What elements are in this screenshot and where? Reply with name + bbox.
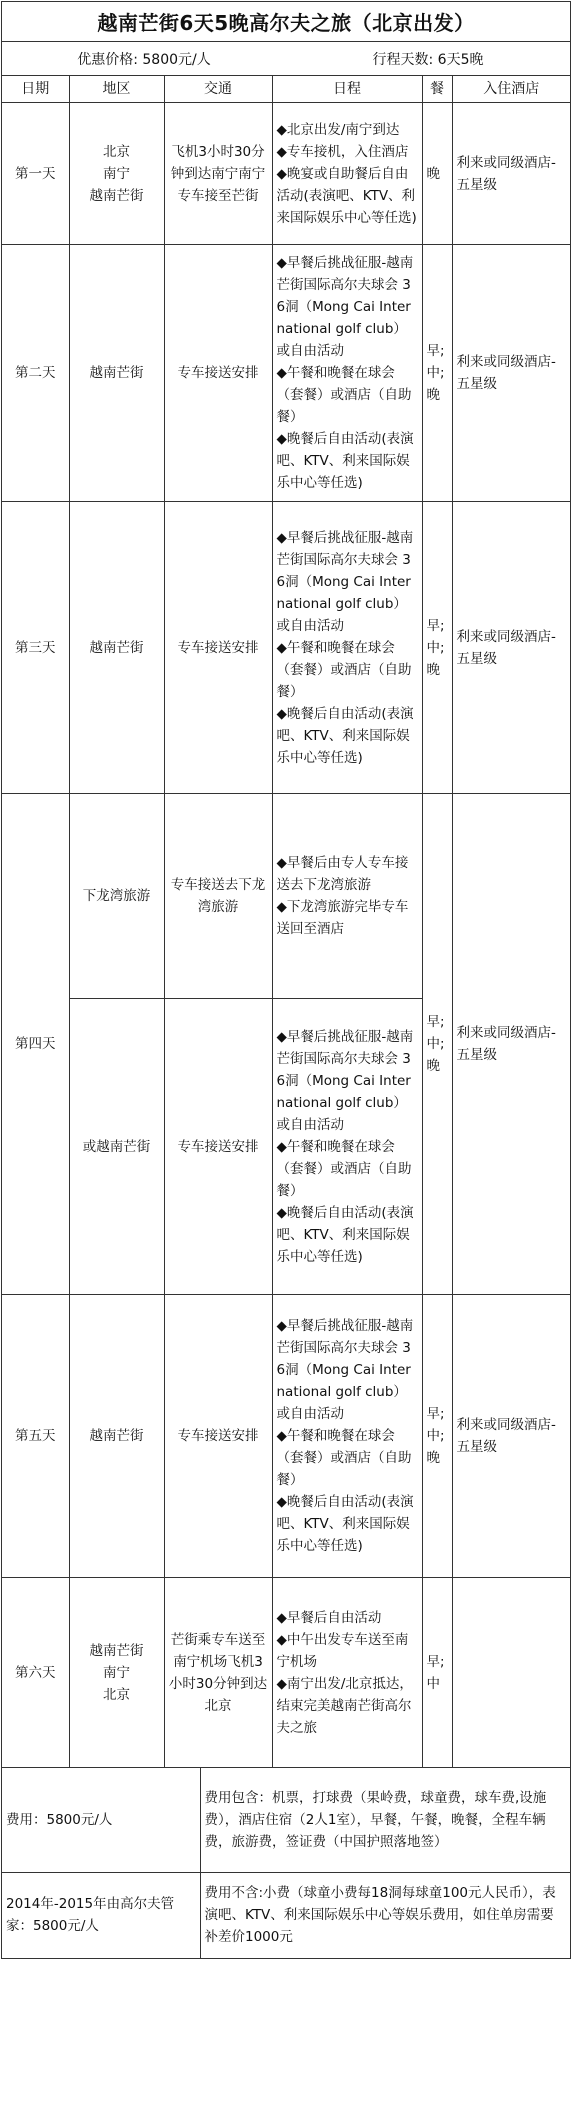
schedule-cell: ◆北京出发/南宁到达 ◆专车接机，入住酒店 ◆晚宴或自助餐后自由活动(表演吧、KTV、利来国际娱乐中心等任选) <box>272 103 422 245</box>
manager-label: 2014年-2015年由高尔夫管家：5800元/人 <box>2 1872 200 1958</box>
col-header-transport: 交通 <box>164 76 272 103</box>
col-header-meal: 餐 <box>422 76 452 103</box>
meta-row <box>2 42 570 76</box>
region-cell: 越南芒街 <box>69 245 164 502</box>
day-cell: 第二天 <box>2 245 69 502</box>
region-cell: 下龙湾旅游 <box>69 794 164 999</box>
table-header-row <box>2 76 570 103</box>
col-header-date: 日期 <box>2 76 69 103</box>
duration-label: 行程天数: 6天5晚 <box>372 51 484 68</box>
meal-cell: 早;中 <box>422 1578 452 1768</box>
price-label: 优惠价格: 5800元/人 <box>77 51 211 68</box>
meal-cell: 晚 <box>422 103 452 245</box>
schedule-cell: ◆早餐后挑战征服-越南芒街国际高尔夫球会 36洞（Mong Cai International golf club）或自由活动 ◆午餐和晚餐在球会（套餐）或酒店（自助餐） ◆晚餐后自由活动(表演吧、KTV、利来国际娱乐中心等任选) <box>272 999 422 1295</box>
col-header-schedule: 日程 <box>272 76 422 103</box>
hotel-cell: 利来或同级酒店-五星级 <box>452 794 570 1295</box>
table-row <box>2 502 570 794</box>
transport-cell: 飞机3小时30分钟到达南宁南宁专车接至芒街 <box>164 103 272 245</box>
day-cell: 第三天 <box>2 502 69 794</box>
region-cell: 越南芒街 南宁 北京 <box>69 1578 164 1768</box>
transport-cell: 专车接送去下龙湾旅游 <box>164 794 272 999</box>
schedule-cell: ◆早餐后自由活动 ◆中午出发专车送至南宁机场 ◆南宁出发/北京抵达，结束完美越南芒街高尔夫之旅 <box>272 1578 422 1768</box>
day-cell: 第四天 <box>2 794 69 1295</box>
table-row <box>2 794 570 999</box>
itinerary-table <box>2 76 570 1768</box>
fee-row <box>2 1872 570 1958</box>
day-cell: 第六天 <box>2 1578 69 1768</box>
fee-table <box>2 1768 570 1958</box>
meal-cell: 早;中;晚 <box>422 1295 452 1578</box>
meal-cell: 早;中;晚 <box>422 502 452 794</box>
day-cell: 第一天 <box>2 103 69 245</box>
col-header-region: 地区 <box>69 76 164 103</box>
schedule-cell: ◆早餐后挑战征服-越南芒街国际高尔夫球会 36洞（Mong Cai International golf club）或自由活动 ◆午餐和晚餐在球会（套餐）或酒店（自助餐） ◆晚餐后自由活动(表演吧、KTV、利来国际娱乐中心等任选) <box>272 245 422 502</box>
table-row <box>2 1578 570 1768</box>
day-cell: 第五天 <box>2 1295 69 1578</box>
fee-row <box>2 1768 570 1872</box>
page-title: 越南芒街6天5晚高尔夫之旅（北京出发） <box>2 2 570 42</box>
col-header-hotel: 入住酒店 <box>452 76 570 103</box>
transport-cell: 专车接送安排 <box>164 999 272 1295</box>
hotel-cell: 利来或同级酒店-五星级 <box>452 1295 570 1578</box>
hotel-cell: 利来或同级酒店-五星级 <box>452 103 570 245</box>
transport-cell: 专车接送安排 <box>164 1295 272 1578</box>
meal-cell: 早;中;晚 <box>422 245 452 502</box>
schedule-cell: ◆早餐后挑战征服-越南芒街国际高尔夫球会 36洞（Mong Cai International golf club）或自由活动 ◆午餐和晚餐在球会（套餐）或酒店（自助餐） ◆晚餐后自由活动(表演吧、KTV、利来国际娱乐中心等任选) <box>272 502 422 794</box>
transport-cell: 专车接送安排 <box>164 502 272 794</box>
fee-excludes: 费用不含:小费（球童小费每18洞每球童100元人民币），表演吧、KTV、利来国际娱乐中心等娱乐费用，如住单房需要补差价1000元 <box>200 1872 570 1958</box>
hotel-cell <box>452 1578 570 1768</box>
transport-cell: 芒街乘专车送至南宁机场飞机3小时30分钟到达北京 <box>164 1578 272 1768</box>
schedule-cell: ◆早餐后由专人专车接送去下龙湾旅游 ◆下龙湾旅游完毕专车送回至酒店 <box>272 794 422 999</box>
schedule-cell: ◆早餐后挑战征服-越南芒街国际高尔夫球会 36洞（Mong Cai International golf club）或自由活动 ◆午餐和晚餐在球会（套餐）或酒店（自助餐） ◆晚餐后自由活动(表演吧、KTV、利来国际娱乐中心等任选) <box>272 1295 422 1578</box>
hotel-cell: 利来或同级酒店-五星级 <box>452 245 570 502</box>
itinerary-sheet <box>1 1 571 1959</box>
fee-label: 费用：5800元/人 <box>2 1768 200 1872</box>
fee-includes: 费用包含：机票，打球费（果岭费，球童费，球车费,设施费），酒店住宿（2人1室），早餐，午餐，晚餐，全程车辆费，旅游费，签证费（中国护照落地签） <box>200 1768 570 1872</box>
table-row <box>2 245 570 502</box>
table-row <box>2 103 570 245</box>
region-cell: 越南芒街 <box>69 502 164 794</box>
hotel-cell: 利来或同级酒店-五星级 <box>452 502 570 794</box>
table-row <box>2 1295 570 1578</box>
region-cell: 越南芒街 <box>69 1295 164 1578</box>
region-cell: 北京 南宁 越南芒街 <box>69 103 164 245</box>
meal-cell: 早;中;晚 <box>422 794 452 1295</box>
region-cell: 或越南芒街 <box>69 999 164 1295</box>
transport-cell: 专车接送安排 <box>164 245 272 502</box>
